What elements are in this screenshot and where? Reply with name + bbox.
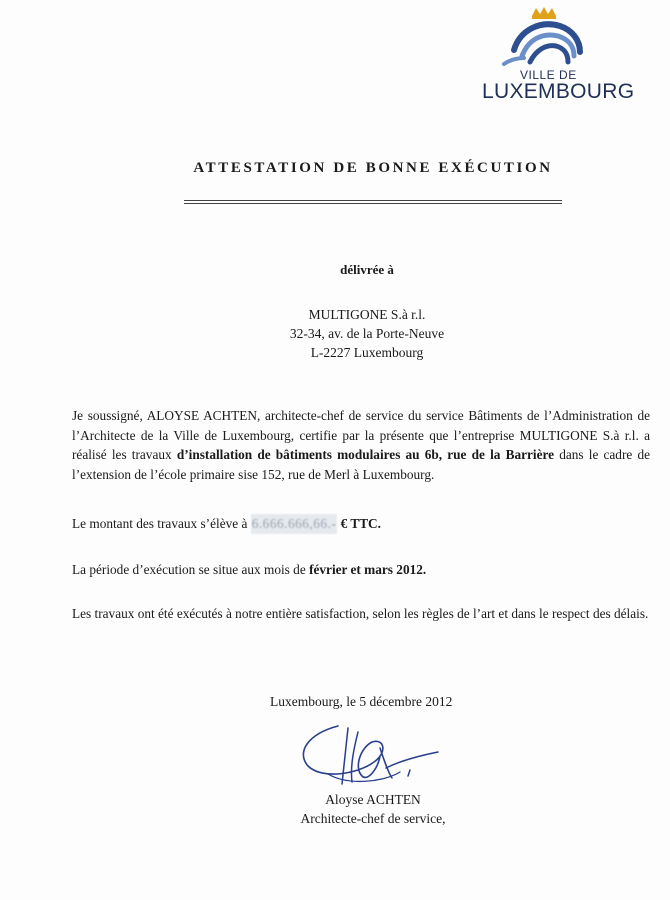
recipient-address	[0, 305, 670, 362]
logo-luxembourg: LUXEMBOURG	[482, 80, 635, 103]
place-and-date: Luxembourg, le 5 décembre 2012	[270, 694, 453, 709]
handwritten-signature	[288, 708, 448, 798]
paragraph-text: La période d’exécution se situe aux mois de	[72, 562, 310, 577]
certification-paragraph	[72, 406, 650, 484]
paragraph-text: Je soussigné, ALOYSE ACHTEN, architecte-chef de service du service Bâtiments de l’Administration de l’Architecte de la Ville de Luxembourg, certifie par la présente que l’entreprise MULTIGONE S.à r.l. a réalisé les travaux	[72, 408, 650, 462]
redacted-amount: 6.666.666,66.-	[251, 514, 338, 534]
lion-crown-icon	[496, 6, 592, 70]
document-title: ATTESTATION DE BONNE EXÉCUTION	[193, 160, 553, 176]
paragraph-text: dans le cadre de l’extension de l’école primaire sise 152, rue de Merl à Luxembourg.	[72, 447, 650, 482]
logo-ville-de: VILLE DE	[520, 68, 577, 82]
works-description: d’installation de bâtiments modulaires au 6b, rue de la Barrière	[176, 447, 555, 462]
ville-de-luxembourg-logo	[482, 6, 642, 102]
currency-ttc: € TTC.	[337, 516, 381, 531]
period-paragraph	[72, 560, 650, 580]
signatory-name: Aloyse ACHTEN	[325, 792, 421, 807]
recipient-city: L-2227 Luxembourg	[310, 345, 424, 360]
satisfaction-paragraph: Les travaux ont été exécutés à notre entière satisfaction, selon les règles de l’art et dans le respect des délais.	[72, 606, 649, 621]
recipient-name: MULTIGONE S.à r.l.	[308, 307, 426, 322]
execution-period: février et mars 2012.	[309, 562, 427, 577]
signatory-block	[0, 790, 670, 828]
recipient-street: 32-34, av. de la Porte-Neuve	[289, 326, 445, 341]
amount-paragraph	[72, 514, 650, 534]
delivered-to-label: délivrée à	[340, 262, 394, 277]
paragraph-text: Le montant des travaux s’élève à	[72, 516, 251, 531]
signatory-role: Architecte-chef de service,	[300, 811, 446, 826]
title-underline	[184, 200, 562, 206]
